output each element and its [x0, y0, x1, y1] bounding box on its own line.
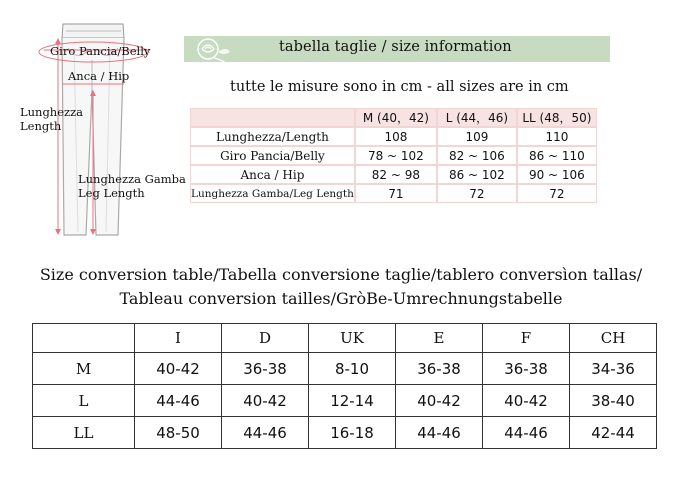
- pants-diagram: [0, 0, 185, 245]
- cell: 72: [518, 185, 596, 202]
- cell: 16-18: [309, 417, 396, 449]
- row-label: Lunghezza Gamba/Leg Length: [191, 185, 354, 202]
- table-row: [33, 353, 657, 385]
- cell: 44-46: [222, 417, 309, 449]
- row-label: Anca / Hip: [191, 166, 354, 183]
- size-info-banner: [184, 36, 610, 62]
- conversion-heading: [0, 263, 682, 311]
- rose-icon: [188, 32, 232, 66]
- conversion-heading-line2: Tableau conversion tailles/GròBe-Umrechnungstabelle: [119, 289, 563, 308]
- size-table-header-row: [191, 109, 596, 126]
- header-f: F: [483, 324, 570, 353]
- cell: 44-46: [483, 417, 570, 449]
- row-label: L: [33, 385, 135, 417]
- row-label: Giro Pancia/Belly: [191, 147, 354, 164]
- banner-title: tabella taglie / size information: [279, 39, 512, 55]
- header-d: D: [222, 324, 309, 353]
- conversion-heading-line1: Size conversion table/Tabella conversione taglie/tablero conversìon tallas/: [39, 265, 643, 284]
- cell: 82 ~ 106: [438, 147, 516, 164]
- leg-length-label: Lunghezza Gamba Leg Length: [78, 172, 186, 200]
- cell: 90 ~ 106: [518, 166, 596, 183]
- table-row: [33, 417, 657, 449]
- cell: 36-38: [222, 353, 309, 385]
- cell: 72: [438, 185, 516, 202]
- size-header-l: L (44，46): [438, 109, 516, 126]
- conversion-corner: [33, 324, 135, 353]
- cell: 86 ~ 110: [518, 147, 596, 164]
- table-row: [191, 147, 596, 164]
- table-row: [191, 128, 596, 145]
- cell: 86 ~ 102: [438, 166, 516, 183]
- cell: 36-38: [483, 353, 570, 385]
- row-label: LL: [33, 417, 135, 449]
- header-ch: CH: [570, 324, 657, 353]
- table-row: [191, 185, 596, 202]
- cell: 34-36: [570, 353, 657, 385]
- units-note: tutte le misure sono in cm - all sizes are in cm: [230, 79, 569, 95]
- cell: 109: [438, 128, 516, 145]
- cell: 71: [356, 185, 436, 202]
- cell: 108: [356, 128, 436, 145]
- size-table-corner: [191, 109, 354, 126]
- cell: 38-40: [570, 385, 657, 417]
- cell: 12-14: [309, 385, 396, 417]
- conversion-header-row: [33, 324, 657, 353]
- row-label: M: [33, 353, 135, 385]
- cell: 40-42: [222, 385, 309, 417]
- hip-label: Anca / Hip: [68, 69, 130, 83]
- cell: 8-10: [309, 353, 396, 385]
- cell: 110: [518, 128, 596, 145]
- cell: 40-42: [396, 385, 483, 417]
- cell: 78 ~ 102: [356, 147, 436, 164]
- cell: 40-42: [135, 353, 222, 385]
- length-label: Lunghezza Length: [20, 105, 83, 133]
- cell: 36-38: [396, 353, 483, 385]
- table-row: [191, 166, 596, 183]
- cell: 44-46: [135, 385, 222, 417]
- cell: 40-42: [483, 385, 570, 417]
- cell: 82 ~ 98: [356, 166, 436, 183]
- size-conversion-table: [32, 323, 657, 449]
- header-i: I: [135, 324, 222, 353]
- belly-label: Giro Pancia/Belly: [50, 44, 151, 58]
- table-row: [33, 385, 657, 417]
- header-e: E: [396, 324, 483, 353]
- size-info-table: [189, 107, 598, 204]
- size-header-m: M (40，42): [356, 109, 436, 126]
- cell: 44-46: [396, 417, 483, 449]
- cell: 42-44: [570, 417, 657, 449]
- cell: 48-50: [135, 417, 222, 449]
- header-uk: UK: [309, 324, 396, 353]
- size-header-ll: LL (48，50): [518, 109, 596, 126]
- row-label: Lunghezza/Length: [191, 128, 354, 145]
